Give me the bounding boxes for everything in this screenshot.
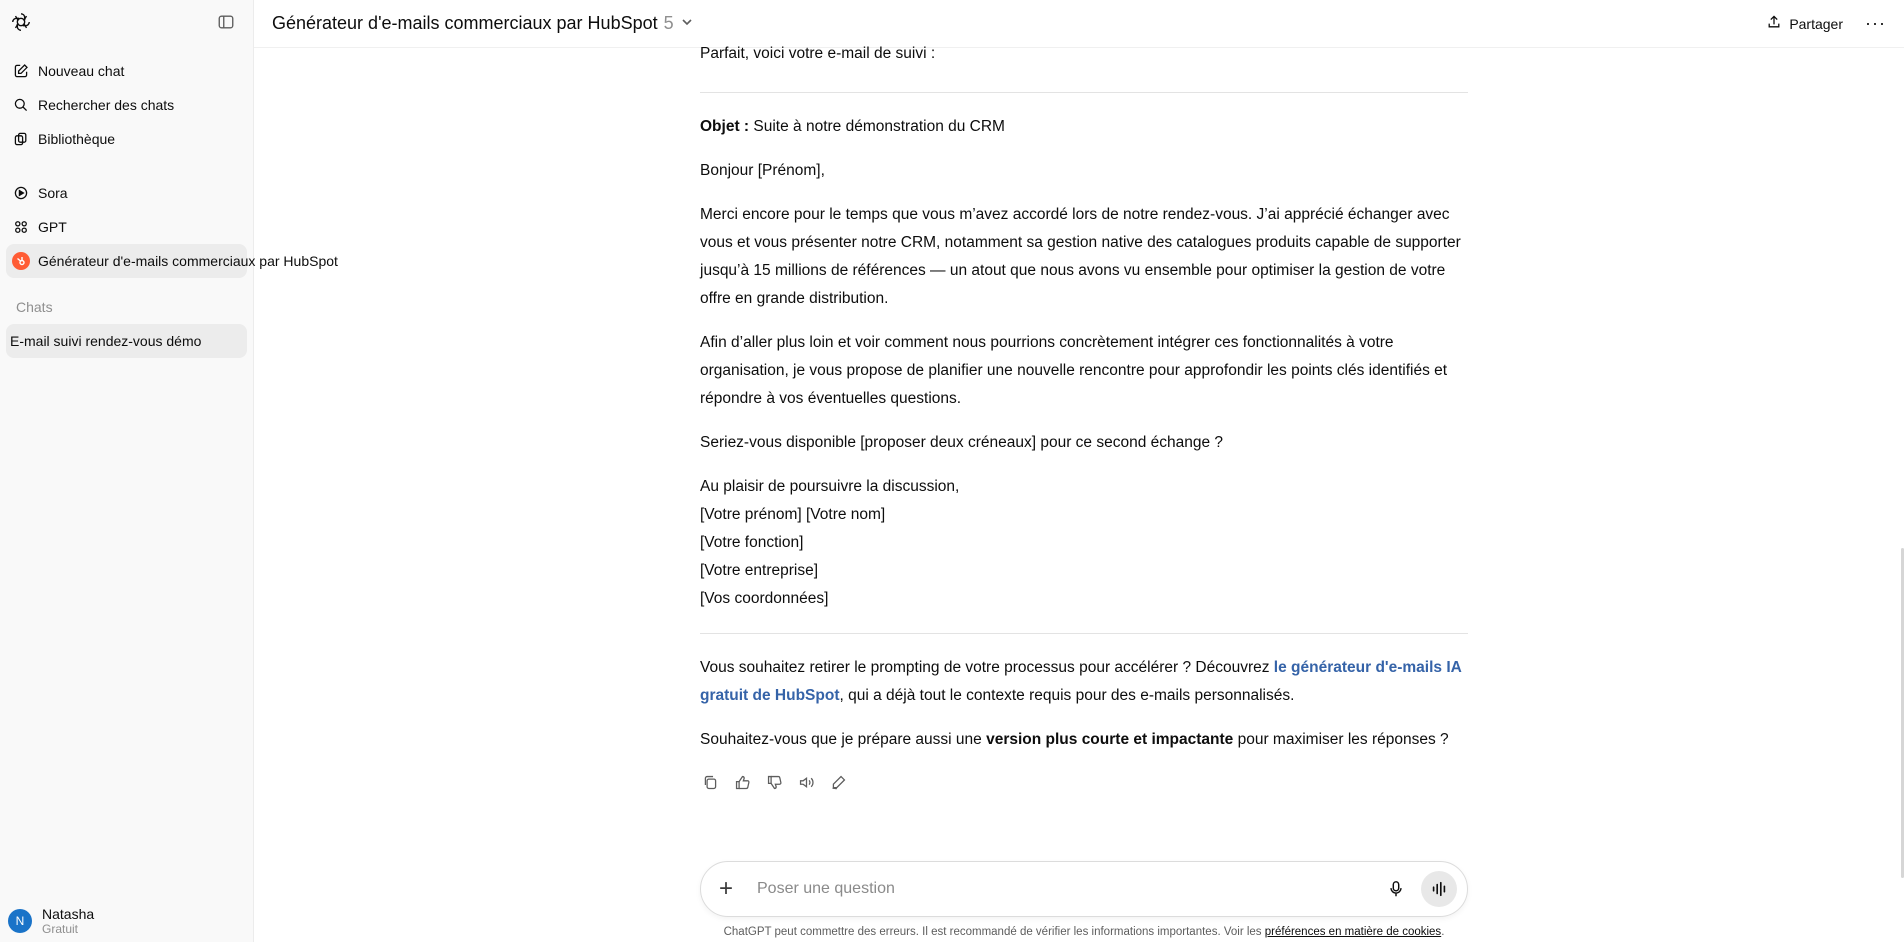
more-options-button[interactable]: ··· xyxy=(1865,13,1886,33)
share-icon xyxy=(1766,14,1782,33)
email-subject: Objet : Suite à notre démonstration du CRM xyxy=(700,118,1005,135)
follow-up-question: Souhaitez-vous que je prépare aussi une version plus courte et impactante pour maximiser les réponses ? xyxy=(700,731,1449,748)
sidebar xyxy=(0,0,338,942)
cookie-preferences-link[interactable]: préférences en matière de cookies xyxy=(1264,926,1442,938)
grid-icon xyxy=(12,218,30,236)
page-title: Générateur d'e-mails commerciaux par HubSpot xyxy=(272,13,658,33)
divider xyxy=(700,92,1468,93)
email-signature: Au plaisir de poursuivre la discussion, [Votre prénom] [Votre nom] [Votre fonction] [Votre entreprise] [Vos coordonnées] xyxy=(700,478,960,607)
sidebar-item-label: Bibliothèque xyxy=(38,131,116,147)
sidebar-header xyxy=(0,0,253,44)
plus-icon[interactable]: + xyxy=(719,875,734,902)
sidebar-item-library[interactable] xyxy=(6,122,247,156)
prompt-input[interactable] xyxy=(757,880,1385,898)
hubspot-icon xyxy=(12,252,30,270)
model-title-dropdown[interactable] xyxy=(272,13,694,34)
copy-icon[interactable] xyxy=(700,772,720,792)
message-composer xyxy=(700,861,1468,917)
sidebar-item-label: Sora xyxy=(38,185,68,201)
user-profile-button[interactable] xyxy=(8,906,94,936)
sora-icon xyxy=(12,184,30,202)
read-aloud-icon[interactable] xyxy=(796,772,816,792)
hubspot-generator-link[interactable]: le générateur d'e-mails IA gratuit de HubSpot xyxy=(700,659,1462,704)
chat-history-item[interactable] xyxy=(6,324,247,358)
version-label: 5 xyxy=(663,13,674,33)
edit-icon xyxy=(12,62,30,80)
share-button[interactable] xyxy=(1766,14,1843,33)
assistant-message xyxy=(700,45,1468,792)
microphone-icon[interactable] xyxy=(1385,878,1407,900)
sidebar-item-gpt[interactable] xyxy=(6,210,247,244)
share-label: Partager xyxy=(1789,15,1844,32)
sidebar-item-label: Rechercher des chats xyxy=(38,97,175,113)
thumbs-up-icon[interactable] xyxy=(732,772,752,792)
divider xyxy=(700,633,1468,634)
sidebar-item-search-chats[interactable] xyxy=(6,88,247,122)
disclaimer: ChatGPT peut commettre des erreurs. Il est recommandé de vérifier les informations importantes. Voir les préférences en matière de cookies. xyxy=(723,926,1445,938)
chatgpt-logo-icon[interactable] xyxy=(10,11,32,33)
sidebar-item-sora[interactable] xyxy=(6,176,247,210)
library-icon xyxy=(12,130,30,148)
sidebar-item-label: Générateur d'e-mails commerciaux par HubSpot xyxy=(38,253,338,269)
sidebar-item-label: GPT xyxy=(38,219,67,235)
main-panel xyxy=(254,0,1904,942)
edit-in-canvas-icon[interactable] xyxy=(828,772,848,792)
email-paragraph: Afin d’aller plus loin et voir comment nous pourrions concrètement intégrer ces fonctionnalités à votre organisation, je vous propose de planifier une nouvelle rencontre pour approfondir les points clés identifiés et répondre à vos éventuelles questions. xyxy=(700,334,1448,407)
sidebar-item-label: Nouveau chat xyxy=(38,63,125,79)
chevron-down-icon xyxy=(680,13,694,34)
avatar: N xyxy=(8,909,32,933)
sidebar-toggle-icon[interactable] xyxy=(215,11,237,33)
sidebar-item-hubspot-gpt[interactable] xyxy=(6,244,338,278)
user-name: Natasha xyxy=(42,906,95,922)
voice-mode-button[interactable] xyxy=(1421,871,1457,907)
email-paragraph: Seriez-vous disponible [proposer deux créneaux] pour ce second échange ? xyxy=(700,434,1224,451)
sidebar-nav xyxy=(0,54,338,358)
thumbs-down-icon[interactable] xyxy=(764,772,784,792)
chat-history-label: E-mail suivi rendez-vous démo xyxy=(10,333,202,349)
search-icon xyxy=(12,96,30,114)
message-actions xyxy=(700,772,1468,792)
sidebar-item-new-chat[interactable] xyxy=(6,54,247,88)
chats-section-heading: Chats xyxy=(16,299,53,315)
promo-text: Vous souhaitez retirer le prompting de votre processus pour accélérer ? Découvrez le générateur d'e-mails IA gratuit de HubSpot, qui a déjà tout le contexte requis pour des e-mails personnalisés. xyxy=(700,659,1462,704)
email-paragraph: Merci encore pour le temps que vous m’avez accordé lors de notre rendez-vous. J’ai apprécié échanger avec vous et vous présenter notre CRM, notamment sa gestion native des catalogues produits capable de supporter jusqu’à 15 millions de références — un atout que nous avons vu ensemble pour optimiser la gestion de votre offre en grande distribution. xyxy=(700,206,1461,307)
email-greeting: Bonjour [Prénom], xyxy=(700,162,825,179)
message-intro: Parfait, voici votre e-mail de suivi : xyxy=(700,45,936,62)
user-plan: Gratuit xyxy=(42,922,79,936)
